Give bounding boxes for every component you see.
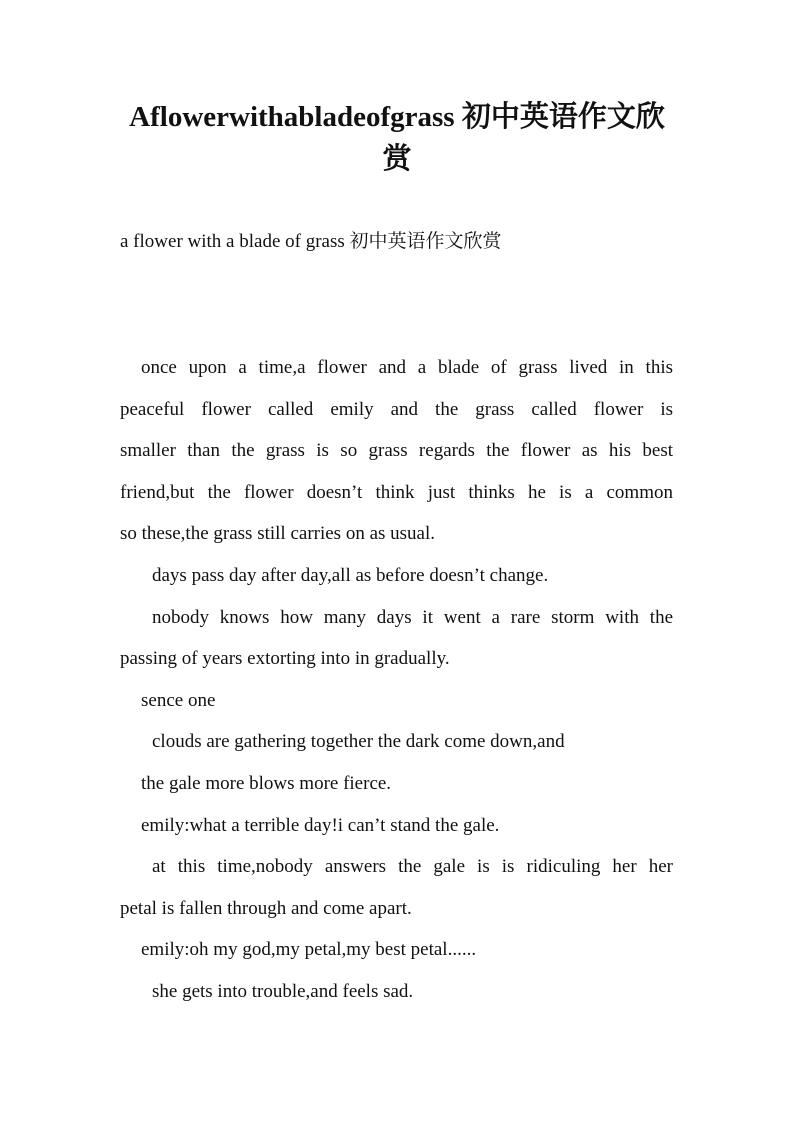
body-line: peaceful flower called emily and the grass called flower is [120,398,673,420]
body-line: sence one [141,689,216,711]
body-line: petal is fallen through and come apart. [120,897,412,919]
document-subtitle: a flower with a blade of grass 初中英语作文欣赏 [120,231,502,252]
body-line: once upon a time,a flower and a blade of grass lived in this [141,357,673,378]
body-line: days pass day after day,all as before doesn’t change. [152,564,549,586]
body-line: friend,but the flower doesn’t think just thinks he is a common [120,481,673,503]
document-body [120,347,673,1013]
body-line: emily:what a terrible day!i can’t stand the gale. [141,814,500,836]
body-line: the gale more blows more fierce. [141,772,392,794]
body-line: at this time,nobody answers the gale is is ridiculing her her [152,856,673,878]
body-line: nobody knows how many days it went a rare storm with the [152,606,673,628]
body-line: emily:oh my god,my petal,my best petal...... [141,939,477,961]
body-line: passing of years extorting into in gradually. [120,648,450,670]
body-line: clouds are gathering together the dark come down,and [152,731,565,753]
document-title: Aflowerwithabladeofgrass 初中英语作文欣赏 [129,101,665,175]
body-line: she gets into trouble,and feels sad. [152,980,414,1002]
body-line: smaller than the grass is so grass regards the flower as his best [120,440,673,462]
body-line: so these,the grass still carries on as usual. [120,523,436,545]
